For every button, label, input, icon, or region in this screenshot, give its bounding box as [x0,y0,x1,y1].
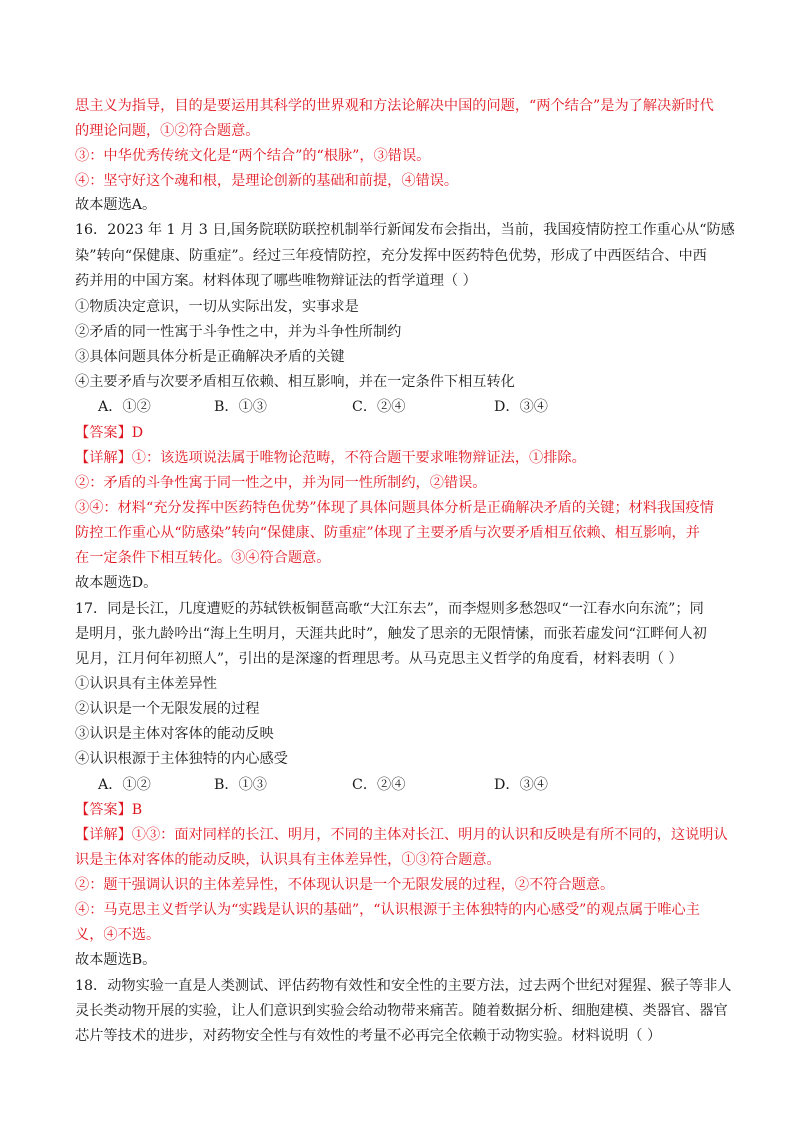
q17-answer: 【答案】B [75,802,143,818]
option-b: B．①③ [214,399,267,415]
q16-item: ③具体问题具体分析是正确解决矛盾的关键 [75,349,345,365]
q17-conclusion: 故本题选B。 [75,952,157,968]
q17-explanation-line: 【详解】①③：面对同样的长江、明月，不同的主体对长江、明月的认识和反映是有所不同的，这说明认 [75,827,728,843]
q17-item: ④认识根源于主体独特的内心感受 [75,751,288,767]
q16-explanation-line: 在一定条件下相互转化。③④符合题意。 [75,550,331,566]
prev-conclusion: 故本题选A。 [75,197,157,213]
option-a: A．①② [98,777,151,793]
prev-explanation-line: 思主义为指导，目的是要运用其科学的世界观和方法论解决中国的问题，“两个结合”是为了解决新时代 [75,98,714,114]
option-c: C．②④ [352,777,406,793]
q16-item: ①物质决定意识，一切从实际出发，实事求是 [75,299,359,315]
q18-stem-line: 灵长类动物开展的实验，让人们意识到实验会给动物带来痛苦。随着数据分析、细胞建模、类器官、器官 [75,1003,728,1019]
q17-stem-line: 见月，江月何年初照人”，引出的是深邃的哲理思考。从马克思主义哲学的角度看，材料表明（ ） [75,651,683,667]
q17-stem-line: 17．同是长江，几度遭贬的苏轼铁板铜琶高歌“大江东去”，而李煜则多愁怨叹“一江春水向东流”；同 [75,601,704,617]
q16-item: ④主要矛盾与次要矛盾相互依赖、相互影响，并在一定条件下相互转化 [75,374,515,390]
q17-explanation-line: ②：题干强调认识的主体差异性，不体现认识是一个无限发展的过程，②不符合题意。 [75,877,615,893]
q17-stem-line: 是明月，张九龄吟出“海上生明月，天涯共此时”，触发了思亲的无限情愫，而张若虚发问“江畔何人初 [75,626,707,642]
q16-stem-line: 药并用的中国方案。材料体现了哪些唯物辩证法的哲学道理（ ） [75,273,477,289]
q17-item: ③认识是主体对客体的能动反映 [75,726,274,742]
q17-item: ①认识具有主体差异性 [75,676,217,692]
q16-explanation-line: ③④：材料“充分发挥中医药特色优势”体现了具体问题具体分析是正确解决矛盾的关键；材料我国疫情 [75,500,714,516]
q18-stem-line: 芯片等技术的进步，对药物安全性与有效性的考量不必再完全依赖于动物实验。材料说明（ ） [75,1028,662,1044]
option-d: D．③④ [494,399,548,415]
q16-explanation-line: ②：矛盾的斗争性寓于同一性之中，并为同一性所制约，②错误。 [75,475,487,491]
q16-explanation-line: 【详解】①：该选项说法属于唯物论范畴，不符合题干要求唯物辩证法，①排除。 [75,450,586,466]
q16-explanation-line: 防控工作重心从“防感染”转向“保健康、防重症”体现了主要矛盾与次要矛盾相互依赖、相互影响，并 [75,525,700,541]
q18-stem-line: 18．动物实验一直是人类测试、评估药物有效性和安全性的主要方法，过去两个世纪对猩猩、猴子等非人 [75,978,732,994]
option-c: C．②④ [352,399,406,415]
option-b: B．①③ [214,777,267,793]
prev-explanation-line: ③：中华优秀传统文化是“两个结合”的“根脉”，③错误。 [75,148,431,164]
q16-stem-line: 16．2023 年 1 月 3 日,国务院联防联控机制举行新闻发布会指出，当前，我国疫情防控工作重心从“防感 [75,222,735,238]
q16-conclusion: 故本题选D。 [75,575,158,591]
q16-item: ②矛盾的同一性寓于斗争性之中，并为斗争性所制约 [75,324,402,340]
prev-explanation-line: 的理论问题，①②符合题意。 [75,123,260,139]
option-a: A．①② [98,399,151,415]
prev-explanation-line: ④：坚守好这个魂和根，是理论创新的基础和前提，④错误。 [75,173,459,189]
q16-stem-line: 染”转向“保健康、防重症”。经过三年疫情防控，充分发挥中医药特色优势，形成了中西医结合、中西 [75,248,707,264]
q17-explanation-line: 识是主体对客体的能动反映，认识具有主体差异性，①③符合题意。 [75,852,501,868]
q16-answer: 【答案】D [75,425,144,441]
q17-item: ②认识是一个无限发展的过程 [75,701,260,717]
q17-explanation-line: 义，④不选。 [75,927,161,943]
q17-explanation-line: ④：马克思主义哲学认为“实践是认识的基础”，“认识根源于主体独特的内心感受”的观点属于唯心主 [75,902,700,918]
option-d: D．③④ [494,777,548,793]
